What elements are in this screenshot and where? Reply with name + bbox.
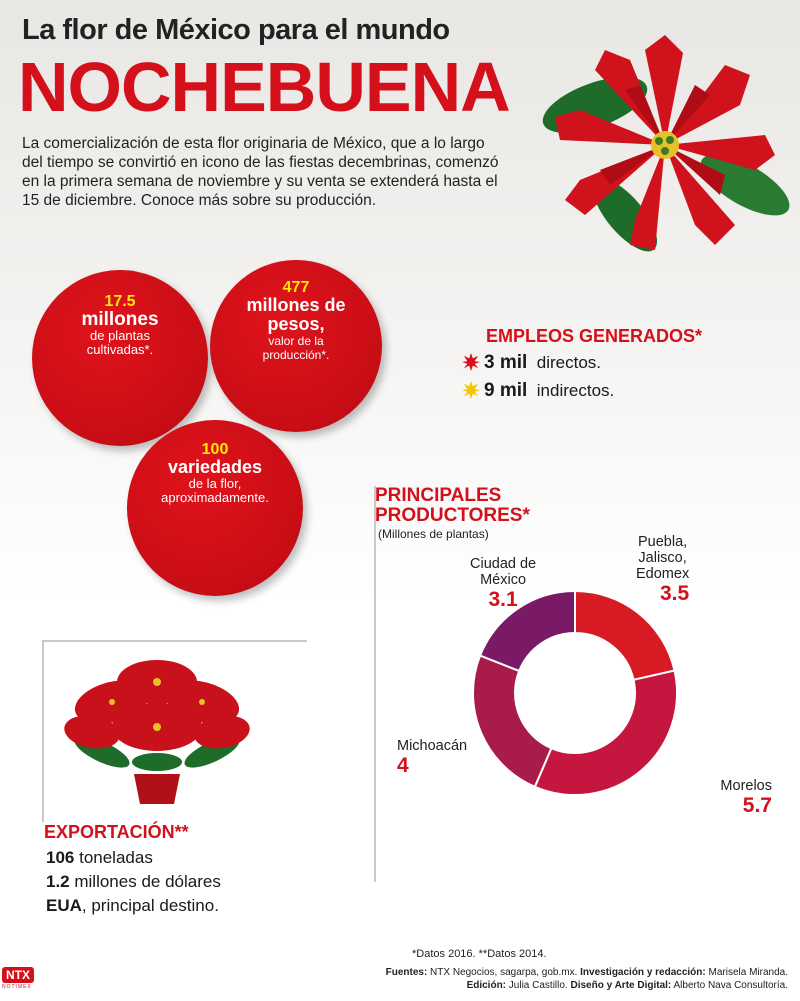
yellow-starburst-icon [462,381,480,399]
donut-slice-2 [473,656,551,787]
export-tons-bold: 106 [46,848,75,867]
label-morelos-value: 5.7 [742,794,772,817]
stat-plants-line1: millones [81,309,159,330]
page-title: NOCHEBUENA [18,48,510,126]
label-michoacan-name: Michoacán [397,738,468,754]
ntx-logo-sub: NOTIMEX [2,984,32,990]
poinsettia-flower-image [530,20,795,260]
sources-credits [386,966,788,992]
export-row-tons [46,848,153,868]
label-puebla [636,534,689,606]
empleos-direct-amount: 3 mil [484,352,528,373]
empleos-indirect-label: indirectos. [536,381,615,400]
export-dollars-bold: 1.2 [46,872,70,891]
research-text: Marisela Miranda. [705,967,788,978]
edit-label: Edición: [466,980,507,991]
intro-paragraph: La comercialización de esta flor originaria de México, que a lo largo del tiempo se convirtió en icono de las fiestas decembrinas, comenzó en la primera semana de noviembre y su venta se extenderá hasta el 15 de diciembre. Conoce más sobre su producción. [22,135,499,209]
label-michoacan [397,738,467,778]
label-cdmx-line2: México [480,572,527,588]
ntx-logo-text: NTX [2,967,34,983]
export-tons-text: toneladas [74,848,153,867]
chart-divider-line [374,486,376,882]
label-puebla-line1: Puebla, [638,534,688,550]
stat-varieties-circle [127,420,303,596]
export-row-destination [46,896,219,916]
stat-varieties-line2: de la flor, [188,476,242,491]
stat-varieties-value: 100 [201,441,229,458]
donut-slice-1 [535,671,677,795]
research-label: Investigación y redacción: [577,967,706,978]
producers-donut-chart [470,588,680,798]
stat-pesos-line1: millones de [246,295,346,315]
stat-pesos-line2: pesos, [267,314,325,334]
sources-text: NTX Negocios, sagarpa, gob.mx. [427,967,578,978]
empleos-title: EMPLEOS GENERADOS* [486,326,703,346]
edit-text: Julia Castillo. [506,980,568,991]
stat-varieties-line1: variedades [167,457,263,477]
red-starburst-icon [462,353,480,371]
label-michoacan-value: 4 [397,754,409,777]
subtitle: La flor de México para el mundo [22,14,450,46]
stat-pesos-value: 477 [282,279,310,296]
empleos-indirect-amount: 9 mil [484,380,528,401]
empleos-direct-label: directos. [536,353,602,372]
label-morelos-name: Morelos [720,778,772,794]
label-morelos [686,778,772,818]
stat-pesos-line4: producción*. [262,348,330,362]
design-label: Diseño y Arte Digital: [567,980,672,991]
label-puebla-value: 3.5 [660,582,690,605]
label-puebla-line3: Edomex [636,566,690,582]
empleos-row-indirect [462,380,614,402]
label-cdmx-line1: Ciudad de [470,556,537,572]
data-notes: *Datos 2016. **Datos 2014. [412,948,547,960]
stat-plants-line2: de plantas [90,328,150,343]
export-destination-bold: EUA [46,896,82,915]
potted-poinsettia-image [62,642,252,812]
empleos-row-direct [462,352,601,374]
label-cdmx [470,556,536,612]
export-destination-text: , principal destino. [81,896,219,915]
stat-pesos-line3: valor de la [268,334,324,348]
design-text: Alberto Nava Consultoría. [671,980,788,991]
label-puebla-line2: Jalisco, [638,550,687,566]
export-title: EXPORTACIÓN** [44,822,189,842]
stat-pesos-circle [210,260,382,432]
ntx-logo [2,966,46,996]
export-dollars-text: millones de dólares [69,872,221,891]
stat-plants-circle [32,270,208,446]
chart-title: PRINCIPALES PRODUCTORES* [375,485,530,526]
chart-unit-label: (Millones de plantas) [378,527,489,541]
label-cdmx-value: 3.1 [488,588,518,611]
export-row-dollars [46,872,221,892]
stat-varieties-line3: aproximadamente. [161,490,269,505]
stat-plants-line3: cultivadas*. [86,342,154,357]
sources-label: Fuentes: [385,967,428,978]
stat-plants-value: 17.5 [104,293,136,310]
